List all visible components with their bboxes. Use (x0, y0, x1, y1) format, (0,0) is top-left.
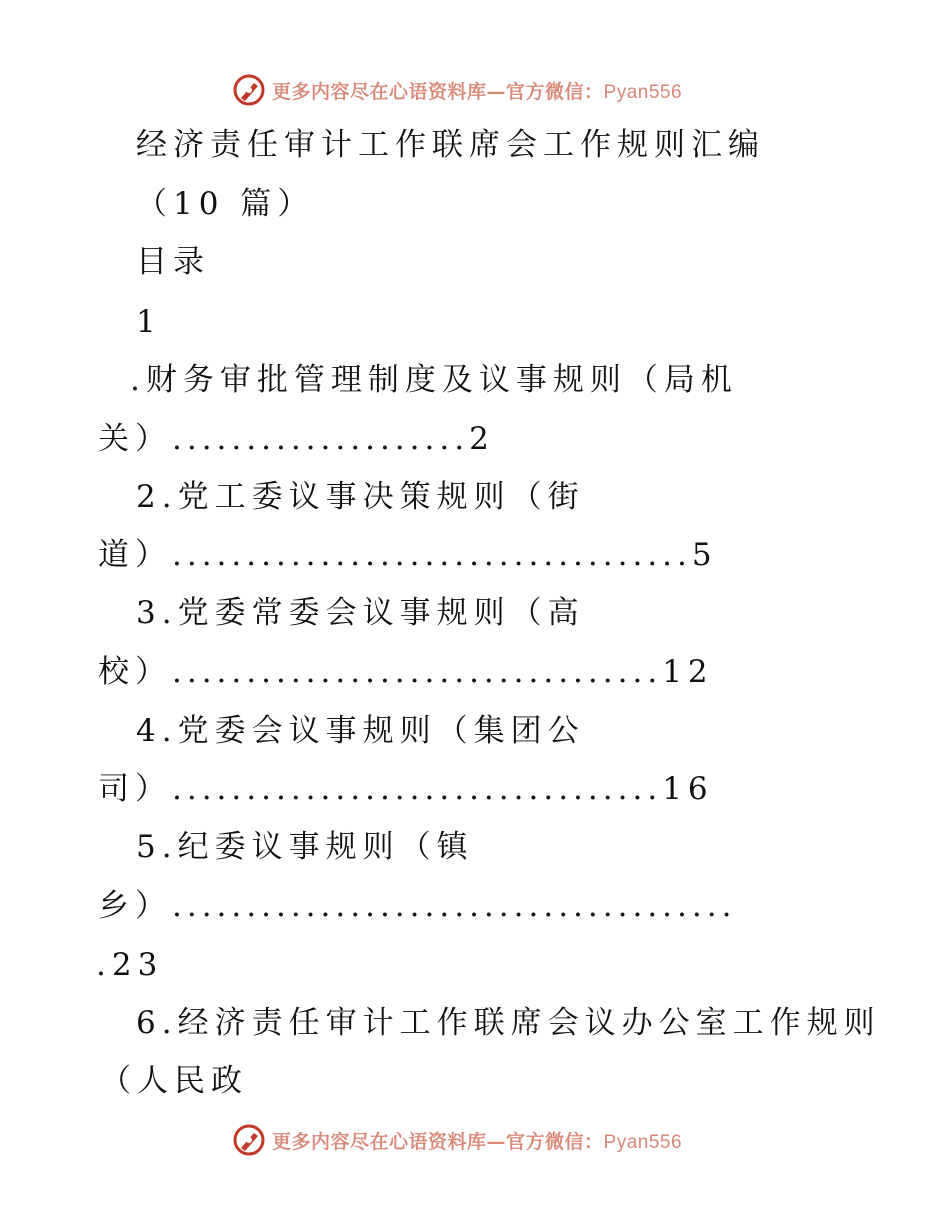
document-title-count: （10 篇） (136, 186, 315, 222)
toc-item-page: .23 (96, 947, 164, 983)
toc-item-leader: 关）....................2 (98, 421, 495, 457)
watermark-footer (232, 1120, 732, 1160)
watermark-text: 更多内容尽在心语资料库—官方微信：Pyan556 (272, 80, 683, 103)
toc-item-title: 6.经济责任审计工作联席会议办公室工作规则 (136, 1005, 881, 1041)
toc-item-page: 12 (662, 654, 714, 690)
toc-item-page: 5 (691, 537, 718, 573)
pen-logo-icon (232, 73, 266, 107)
toc-item-title: .财务审批管理制度及议事规则（局机 (130, 362, 738, 398)
toc-item-number: 1 (136, 304, 162, 340)
toc-item-leader: 乡）...................................... (98, 888, 737, 924)
toc-item-page: 2 (469, 421, 495, 457)
toc-item-title: 2.党工委议事决策规则（街 (136, 479, 585, 515)
toc-heading: 目录 (136, 244, 210, 280)
toc-item-leader: 道）...................................5 (98, 537, 718, 573)
toc-item-title: 4.党委会议事规则（集团公 (136, 713, 585, 749)
toc-item-page: 16 (662, 771, 714, 807)
toc-item-tail: （人民政 (100, 1063, 248, 1099)
watermark-text: 更多内容尽在心语资料库—官方微信：Pyan556 (272, 1130, 683, 1153)
toc-item-title: 5.纪委议事规则（镇 (136, 829, 474, 865)
toc-item-title: 3.党委常委会议事规则（高 (136, 595, 585, 631)
toc-item-leader: 司）.................................16 (98, 771, 714, 807)
pen-logo-icon (232, 1123, 266, 1157)
document-title: 经济责任审计工作联席会工作规则汇编 (136, 127, 765, 163)
toc-item-leader: 校）.................................12 (98, 654, 714, 690)
watermark-header (232, 70, 732, 110)
